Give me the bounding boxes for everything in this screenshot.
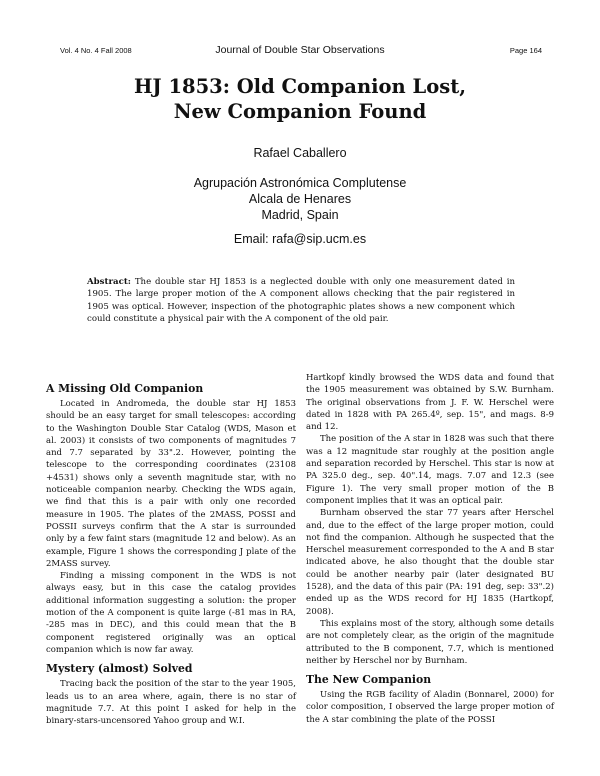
affiliation-line-2: Alcala de Henares	[248, 192, 352, 206]
author-name: Rafael Caballero	[253, 146, 347, 160]
section-heading-missing: A Missing Old Companion	[46, 382, 204, 395]
title-line-1: HJ 1853: Old Companion Lost,	[134, 75, 466, 98]
paragraph: Located in Andromeda, the double star HJ 1853 should be an easy target for small telescopes: according to the Washington Double Star Catalog (WDS, Mason et al. 2003) it consists of two components of magnitudes 7 and 7.7 separated by 33".2. However, pointing the telescope to the corresponding coordinates (23108 +4531) shows only a seventh magnitude star, with no noticeable companion nearby. Checking the WDS again, we find that this is a pair with only one recorded measure in 1905. The plates of the 2MASS, POSSI and POSSII surveys confirm that the A star is surrounded only by a few faint stars (magnitude 12 and below). As an example, Figure 1 shows the corresponding J plate of the 2MASS survey.	[46, 399, 296, 569]
section-heading-new: The New Companion	[306, 673, 432, 687]
left-column	[46, 379, 296, 727]
header-journal-title: Journal of Double Star Observations	[215, 44, 385, 56]
abstract-text: The double star HJ 1853 is a neglected double with only one measurement dated in 1905. The large proper motion of the A component allows checking that the pair registered in 1905 was optical. However, inspection of the photographic plates shows a new component which could constitute a physical pair with the A component of the old pair.	[87, 277, 515, 324]
author-affiliation	[0, 175, 600, 223]
paragraph: Finding a missing component in the WDS is not always easy, but in this case the catalog provides additional information suggesting a solution: the proper motion of the A component is quite large (-81 mas in RA, -285 mas in DEC), and this could mean that the B component registered originally was an optical companion which is now far away.	[46, 571, 296, 655]
paragraph: Using the RGB facility of Aladin (Bonnarel, 2000) for color composition, I observed the large proper motion of the A star combining the plate of the POSSI	[306, 690, 554, 725]
title-line-2: New Companion Found	[173, 100, 427, 123]
paragraph: The position of the A star in 1828 was such that there was a 12 magnitude star roughly at the position angle and separation recorded by Herschel. This star is now at PA 325.0 deg., sep. 40".14, mags. 7.07 and 12.3 (see Figure 1). The very small proper motion of the B component implies that it was an optical pair.	[306, 434, 554, 506]
paragraph: Tracing back the position of the star to the year 1905, leads us to an area where, again, there is no star of magnitude 7.7. At this point I asked for help in the binary-stars-uncensored Yahoo group and W.I.	[46, 679, 296, 727]
author-email[interactable]: Email: rafa@sip.ucm.es	[233, 232, 367, 246]
paragraph: This explains most of the story, although some details are not completely clear, as the origin of the magnitude attributed to the B component, 7.7, which is mentioned neither by Herschel nor by Burnham.	[306, 618, 554, 666]
paragraph: Hartkopf kindly browsed the WDS data and found that the 1905 measurement was obtained by S.W. Burnham. The original observations from J. F. W. Herschel were dated in 1828 with PA 265.4º, sep. 15", and mags. 8-9 and 12.	[306, 373, 554, 433]
abstract-label: Abstract:	[87, 277, 131, 287]
paragraph: Burnham observed the star 77 years after Herschel and, due to the effect of the large proper motion, could not find the companion. Although he suspected that the Herschel measurement corresponded to the A and B star indicated above, he also thought that the double star could be another nearby pair (later designated BU 1528), and the data of this pair (PA: 191 deg, sep: 33".2) ended up as the WDS record for HJ 1835 (Hartkopf, 2008).	[306, 508, 554, 617]
section-heading-mystery: Mystery (almost) Solved	[46, 662, 193, 676]
abstract	[87, 276, 515, 325]
affiliation-line-1: Agrupación Astronómica Complutense	[193, 176, 407, 190]
article-title	[0, 74, 600, 124]
right-column	[306, 372, 554, 726]
header-volume: Vol. 4 No. 4 Fall 2008	[60, 46, 132, 55]
affiliation-line-3: Madrid, Spain	[261, 208, 339, 222]
header-page-number: Page 164	[509, 46, 542, 55]
